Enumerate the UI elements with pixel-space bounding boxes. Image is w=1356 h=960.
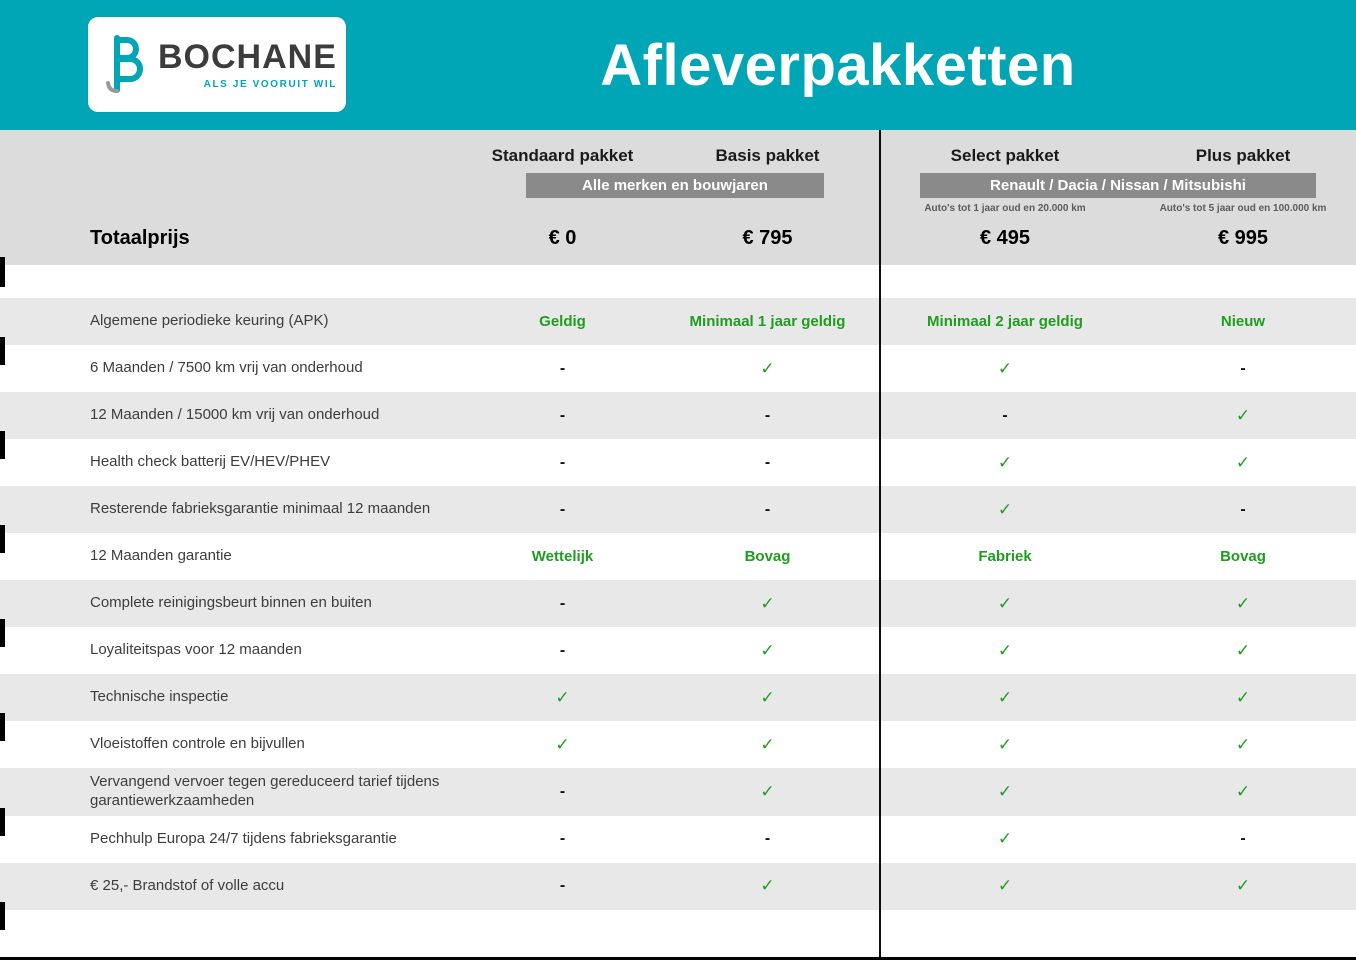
table-row (0, 863, 1356, 910)
check-icon: ✓ (1235, 734, 1251, 754)
table-row (0, 533, 1356, 580)
check-icon: ✓ (997, 734, 1013, 754)
row-label: Algemene periodieke keuring (APK) (90, 312, 329, 330)
value-text: Minimaal 2 jaar geldig (927, 313, 1083, 330)
check-icon: ✓ (555, 734, 570, 754)
row-label: Complete reinigingsbeurt binnen en buiten (90, 594, 372, 612)
dash-mark: - (764, 406, 771, 424)
table-row (0, 298, 1356, 345)
check-icon: ✓ (997, 593, 1013, 613)
table-row (0, 816, 1356, 863)
check-icon: ✓ (760, 640, 775, 660)
row-label: € 25,- Brandstof of volle accu (90, 876, 285, 894)
dash-mark: - (559, 641, 566, 659)
row-label: Health check batterij EV/HEV/PHEV (90, 453, 331, 471)
badge-all-brands: Alle merken en bouwjaren (526, 173, 824, 198)
header-gap (0, 265, 1356, 298)
row-label: 12 Maanden / 15000 km vrij van onderhoud (90, 406, 380, 424)
check-icon: ✓ (1235, 593, 1251, 613)
table-row (0, 486, 1356, 533)
row-label: Loyaliteitspas voor 12 maanden (90, 641, 302, 659)
price-standaard: € 0 (548, 227, 577, 249)
logo-mark-icon (104, 28, 150, 102)
column-header-standaard: Standaard pakket (491, 146, 634, 165)
check-icon: ✓ (1235, 876, 1251, 895)
dash-mark: - (559, 359, 566, 377)
table-row (0, 345, 1356, 392)
dash-mark: - (764, 830, 771, 847)
value-text: Bovag (744, 548, 791, 565)
check-icon: ✓ (997, 687, 1013, 707)
page-title: Afleverpakketten (600, 32, 1076, 98)
dash-mark: - (1240, 500, 1246, 518)
dash-mark: - (1002, 406, 1008, 424)
note-plus: Auto's tot 5 jaar oud en 100.000 km (1159, 203, 1327, 214)
check-icon: ✓ (760, 734, 775, 754)
value-text: Minimaal 1 jaar geldig (689, 313, 846, 330)
table-row (0, 439, 1356, 486)
table-row (0, 627, 1356, 674)
check-icon: ✓ (760, 687, 775, 707)
row-label: 12 Maanden garantie (90, 547, 232, 565)
badge-renault-group: Renault / Dacia / Nissan / Mitsubishi (920, 173, 1316, 198)
check-icon: ✓ (760, 358, 775, 378)
dash-mark: - (559, 453, 566, 471)
bochane-logo (88, 17, 346, 112)
column-header-select: Select pakket (950, 146, 1060, 165)
check-icon: ✓ (760, 593, 775, 613)
check-icon: ✓ (997, 452, 1013, 472)
column-header-plus: Plus pakket (1195, 146, 1291, 165)
check-icon: ✓ (1235, 405, 1251, 425)
dash-mark: - (559, 500, 566, 518)
value-text: Wettelijk (531, 548, 594, 565)
column-names-row (0, 130, 1356, 166)
total-price-label: Totaalprijs (90, 227, 190, 249)
check-icon: ✓ (760, 781, 775, 801)
dash-mark: - (559, 830, 566, 847)
check-icon: ✓ (997, 781, 1013, 801)
check-icon: ✓ (760, 876, 775, 895)
check-icon: ✓ (1235, 452, 1251, 472)
value-text: Geldig (539, 313, 586, 330)
value-text: Fabriek (978, 548, 1032, 565)
check-icon: ✓ (997, 499, 1013, 519)
price-plus: € 995 (1217, 227, 1269, 249)
check-icon: ✓ (997, 829, 1013, 848)
check-icon: ✓ (1235, 781, 1251, 801)
header-bar (0, 0, 1356, 130)
dash-mark: - (764, 453, 771, 471)
price-basis: € 795 (742, 227, 793, 249)
table-row (0, 721, 1356, 768)
brand-badges-row (0, 173, 1356, 198)
check-icon: ✓ (997, 640, 1013, 660)
table-row (0, 768, 1356, 816)
check-icon: ✓ (1235, 687, 1251, 707)
row-label: Technische inspectie (90, 688, 229, 706)
logo-wordmark: BOCHANE (158, 37, 337, 76)
column-header-basis: Basis pakket (715, 146, 820, 165)
check-icon: ✓ (997, 876, 1013, 895)
table-body (0, 298, 1356, 910)
table-row (0, 674, 1356, 721)
bottom-spacer (0, 910, 1356, 958)
dash-mark: - (559, 782, 566, 800)
row-label: Vervangend vervoer tegen gereduceerd tarief tijdens garantiewerkzaamheden (90, 773, 440, 809)
dash-mark: - (1240, 359, 1246, 377)
total-price-row (0, 227, 1356, 265)
table-row (0, 392, 1356, 439)
row-label: Pechhulp Europa 24/7 tijdens fabrieksgarantie (90, 829, 397, 847)
dash-mark: - (1240, 830, 1246, 847)
logo-text-block (158, 37, 337, 90)
note-select: Auto's tot 1 jaar oud en 20.000 km (924, 203, 1086, 214)
dash-mark: - (559, 877, 566, 894)
check-icon: ✓ (997, 358, 1013, 378)
package-table (0, 130, 1356, 957)
price-select: € 495 (979, 227, 1031, 249)
row-label: Resterende fabrieksgarantie minimaal 12 maanden (90, 500, 431, 518)
check-icon: ✓ (555, 687, 570, 707)
dash-mark: - (559, 594, 566, 612)
row-label: Vloeistoffen controle en bijvullen (90, 735, 305, 753)
logo-tagline: ALS JE VOORUIT WIL (203, 78, 337, 90)
value-text: Nieuw (1220, 313, 1266, 330)
check-icon: ✓ (1235, 640, 1251, 660)
row-label: 6 Maanden / 7500 km vrij van onderhoud (90, 359, 363, 377)
table-header (0, 130, 1356, 265)
dash-mark: - (764, 500, 771, 518)
dash-mark: - (559, 406, 566, 424)
column-notes-row (0, 203, 1356, 214)
value-text: Bovag (1220, 548, 1266, 565)
table-row (0, 580, 1356, 627)
